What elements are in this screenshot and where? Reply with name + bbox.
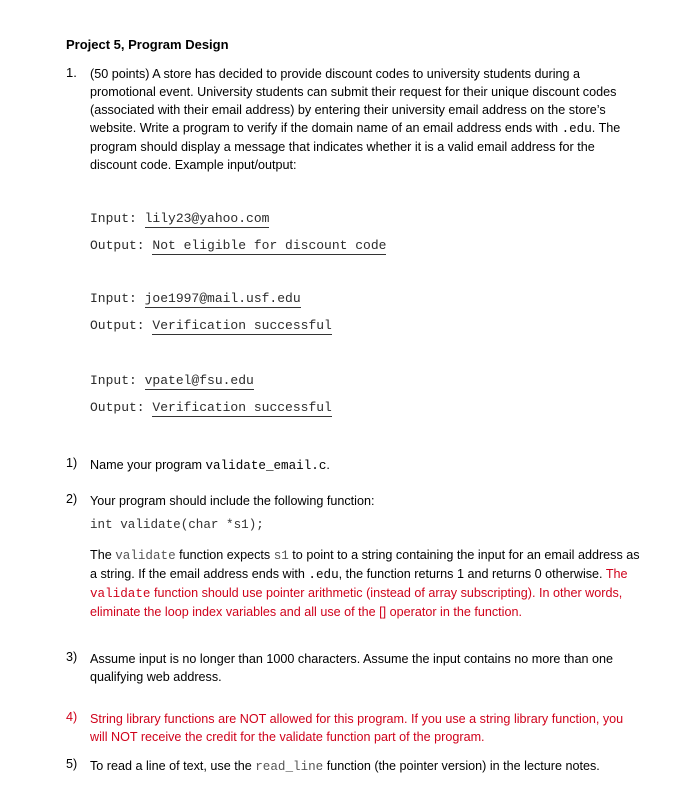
item-2-number: 2): [66, 492, 78, 506]
desc-code: .edu: [308, 568, 339, 582]
desc-code: validate: [115, 549, 176, 563]
desc-part: function expects: [175, 548, 274, 562]
question-number: 1.: [66, 65, 77, 80]
desc-red-code: validate: [90, 587, 151, 601]
item-1-filename: validate_email.c: [205, 459, 327, 473]
desc-part: , the function returns 1 and returns 0 otherwise.: [338, 567, 606, 581]
example-input-value: joe1997@mail.usf.edu: [144, 291, 301, 306]
question-text-code: .edu: [561, 122, 592, 136]
item-3-text: Assume input is no longer than 1000 characters. Assume the input contains no more than one qualifying web address.: [90, 652, 613, 684]
desc-part: The: [90, 548, 116, 562]
example-1-input: [90, 211, 269, 226]
function-signature: int validate(char *s1);: [90, 518, 264, 532]
item-2-text: Your program should include the following function:: [90, 494, 375, 508]
item-4-number: 4): [66, 710, 78, 724]
example-output-value: Verification successful: [152, 400, 332, 415]
page-title: Project 5, Program Design: [66, 37, 229, 52]
item-3-number: 3): [66, 650, 78, 664]
item-5-text: [90, 757, 642, 776]
example-1-output: [90, 238, 386, 253]
desc-code: s1: [273, 549, 289, 563]
example-input-label: Input:: [90, 211, 145, 226]
example-input-value: vpatel@fsu.edu: [144, 373, 254, 388]
example-2-output: [90, 318, 332, 333]
example-output-value: Not eligible for discount code: [152, 238, 387, 253]
item-4-text: String library functions are NOT allowed for this program. If you use a string library function, you will NOT receive the credit for the validate function part of the program.: [90, 712, 624, 744]
item-1-label: Name your program: [90, 458, 206, 472]
example-output-label: Output:: [90, 400, 153, 415]
item-5-code: read_line: [255, 760, 324, 774]
item-2-description: [90, 546, 642, 621]
item-1-end: .: [326, 458, 330, 472]
example-input-value: lily23@yahoo.com: [144, 211, 270, 226]
example-3-output: [90, 400, 332, 415]
item-5-label: To read a line of text, use the: [90, 759, 256, 773]
example-output-label: Output:: [90, 318, 153, 333]
question-text-part1: (50 points) A store has decided to provide discount codes to university students during a promotional event. University students can submit their request for their unique discount codes (associated with their email address) by entering their university email address on the store’s website. Write a program to verify if the domain name of an email address ends with: [90, 67, 617, 135]
question-text: [90, 65, 638, 174]
desc-red: function should use pointer arithmetic (instead of array subscripting). In other words, eliminate the loop index variables and all use of the [] operator in the function.: [90, 586, 623, 619]
item-1-number: 1): [66, 456, 78, 470]
desc-red: The: [605, 567, 628, 581]
example-2-input: [90, 291, 301, 306]
item-5-end: function (the pointer version) in the lecture notes.: [323, 759, 600, 773]
example-output-label: Output:: [90, 238, 153, 253]
example-3-input: [90, 373, 254, 388]
item-5-number: 5): [66, 757, 78, 771]
example-output-value: Verification successful: [152, 318, 332, 333]
example-input-label: Input:: [90, 291, 145, 306]
desc-part: to point to a string containing the input for an email address as a string. If the email address ends with: [90, 548, 640, 581]
item-1-text: [90, 456, 642, 475]
example-input-label: Input:: [90, 373, 145, 388]
question-text-part2: . The program should display a message that indicates whether it is a valid email address for the discount code. Example input/output:: [90, 121, 621, 172]
